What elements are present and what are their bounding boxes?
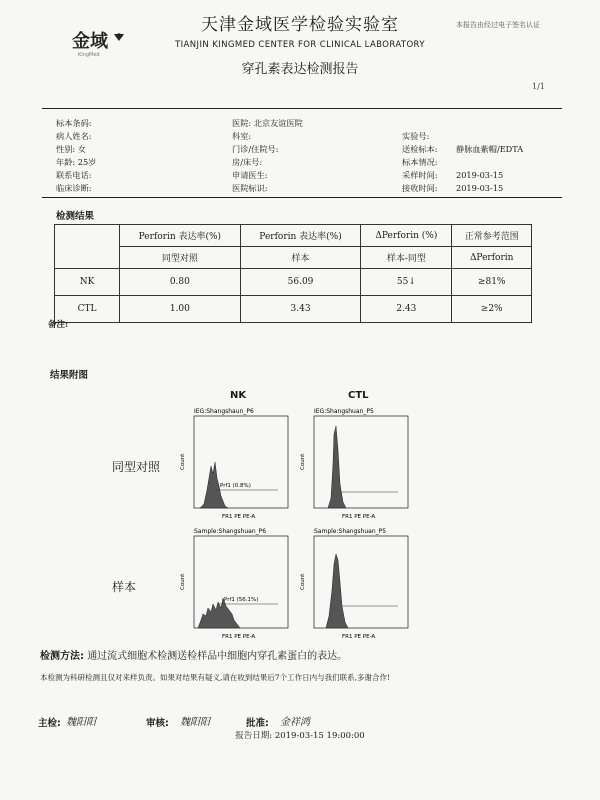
reference-value: ≥81%: [452, 269, 532, 296]
clinical-diagnosis: 临床诊断:: [56, 183, 92, 193]
receive-time-value: 2019-03-15: [456, 183, 504, 193]
hospital-mark: 医院标识:: [232, 183, 268, 193]
note-label: 备注:: [48, 320, 69, 330]
figures-section-title: 结果附图: [50, 370, 89, 381]
lab-no: 实验号:: [402, 131, 430, 141]
histogram-ctl-isotype: [296, 404, 414, 522]
results-table: [54, 224, 532, 323]
y-axis-label: Count: [180, 573, 186, 590]
disclaimer: 本检测为科研检测且仅对来样负责。如果对结果有疑义,请在收到结果后7个工作日内与我们联系,多谢合作!: [40, 673, 391, 682]
method-text: 通过流式细胞术检测送检样品中细胞内穿孔素蛋白的表达。: [87, 651, 348, 662]
histogram-nk-isotype: [176, 404, 294, 522]
checker-label: 审核:: [146, 718, 169, 729]
hospital: 医院: 北京友谊医院: [232, 118, 303, 128]
gate-label: Prf1 (0.8%): [220, 483, 251, 489]
histogram-svg: [296, 524, 414, 642]
top-divider: [42, 108, 562, 109]
approver-label: 批准:: [246, 718, 269, 729]
patient-name: 病人姓名:: [56, 131, 92, 141]
department: 科室:: [232, 131, 252, 141]
report-date: 报告日期: 2019-03-15 19:00:00: [235, 731, 365, 741]
phone: 联系电话:: [56, 170, 92, 180]
sample-value: 3.43: [240, 296, 361, 323]
delta-value: 55↓: [361, 269, 452, 296]
report-title: 穿孔素表达检测报告: [241, 62, 359, 77]
row-label-sample: 样本: [112, 580, 137, 594]
table-row: [55, 269, 532, 296]
plot-title: Sample:Shangshuan_P6: [194, 528, 267, 535]
reviewer-label: 主检:: [38, 718, 61, 729]
method-label: 检测方法:: [40, 651, 84, 662]
x-axis-label: FR1 PE PE-A: [222, 634, 256, 640]
col-label-nk: NK: [230, 390, 247, 401]
y-axis-label: Count: [300, 573, 306, 590]
row-name: NK: [55, 269, 120, 296]
gate-label: Prf1 (56.1%): [224, 597, 259, 603]
age: 年龄: 25岁: [56, 157, 97, 167]
row-label-isotype: 同型对照: [112, 460, 161, 474]
table-subheader-row: [55, 247, 532, 269]
row-name: CTL: [55, 296, 120, 323]
plot-title: IEG:Shangshuan_P5: [314, 408, 374, 415]
table-row: [55, 296, 532, 323]
reviewer-signature: 魏阳阳: [66, 717, 96, 728]
logo-subtext: KingMed: [78, 52, 100, 58]
subheader-cell: 样本: [240, 247, 361, 269]
bed-no: 房/床号:: [232, 157, 263, 167]
subheader-cell: 样本-同型: [361, 247, 452, 269]
collect-time-value: 2019-03-15: [456, 170, 504, 180]
plot-title: Sample:Shangshuan_P5: [314, 528, 387, 535]
header-cell: ΔPerforin (%): [361, 225, 452, 247]
lab-title-en: TIANJIN KINGMED CENTER FOR CLINICAL LABORATORY: [175, 40, 425, 50]
histogram-curve: [328, 426, 346, 508]
results-section-title: 检测结果: [56, 211, 95, 222]
lab-title-cn: 天津金域医学检验实验室: [201, 15, 399, 35]
x-axis-label: FR1 PE PE-A: [222, 514, 256, 520]
isotype-value: 1.00: [120, 296, 241, 323]
gender: 性别: 女: [56, 144, 86, 154]
approver-signature: 金祥鸿: [280, 717, 310, 728]
collect-time-label: 采样时间:: [402, 170, 438, 180]
receive-time-label: 接收时间:: [402, 183, 438, 193]
sample-type-label: 送检标本:: [402, 144, 438, 154]
method-block: [40, 647, 347, 662]
x-axis-label: FR1 PE PE-A: [342, 514, 376, 520]
info-divider: [42, 197, 562, 198]
sample-value: 56.09: [240, 269, 361, 296]
y-axis-label: Count: [180, 453, 186, 470]
col-label-ctl: CTL: [348, 390, 369, 401]
subheader-cell: ΔPerforin: [452, 247, 532, 269]
histogram-svg: [176, 404, 294, 522]
table-corner-cell: [55, 225, 120, 269]
sample-status: 标本情况:: [402, 157, 438, 167]
histogram-svg: [176, 524, 294, 642]
logo-text: 金域: [72, 31, 108, 52]
histogram-ctl-sample: [296, 524, 414, 642]
delta-value: 2.43: [361, 296, 452, 323]
x-axis-label: FR1 PE PE-A: [342, 634, 376, 640]
specimen-no: 标本条码:: [56, 118, 92, 128]
header-cell: 正常参考范围: [452, 225, 532, 247]
histogram-nk-sample: [176, 524, 294, 642]
plot-title: IEG:Shangshaun_P6: [194, 408, 254, 415]
sample-type-value: 静脉血紫帽/EDTA: [456, 144, 524, 154]
reference-value: ≥2%: [452, 296, 532, 323]
outpatient-no: 门诊/住院号:: [232, 144, 279, 154]
histogram-curve: [326, 554, 348, 628]
doctor: 申请医生:: [232, 170, 268, 180]
subheader-cell: 同型对照: [120, 247, 241, 269]
header-cell: Perforin 表达率(%): [120, 225, 241, 247]
corner-note: 本报告由经过电子签名认证: [456, 21, 540, 29]
checker-signature: 魏阳阳: [180, 717, 210, 728]
isotype-value: 0.80: [120, 269, 241, 296]
page-number: 1/1: [532, 82, 545, 91]
histogram-svg: [296, 404, 414, 522]
table-header-row: [55, 225, 532, 247]
y-axis-label: Count: [300, 453, 306, 470]
header-cell: Perforin 表达率(%): [240, 225, 361, 247]
